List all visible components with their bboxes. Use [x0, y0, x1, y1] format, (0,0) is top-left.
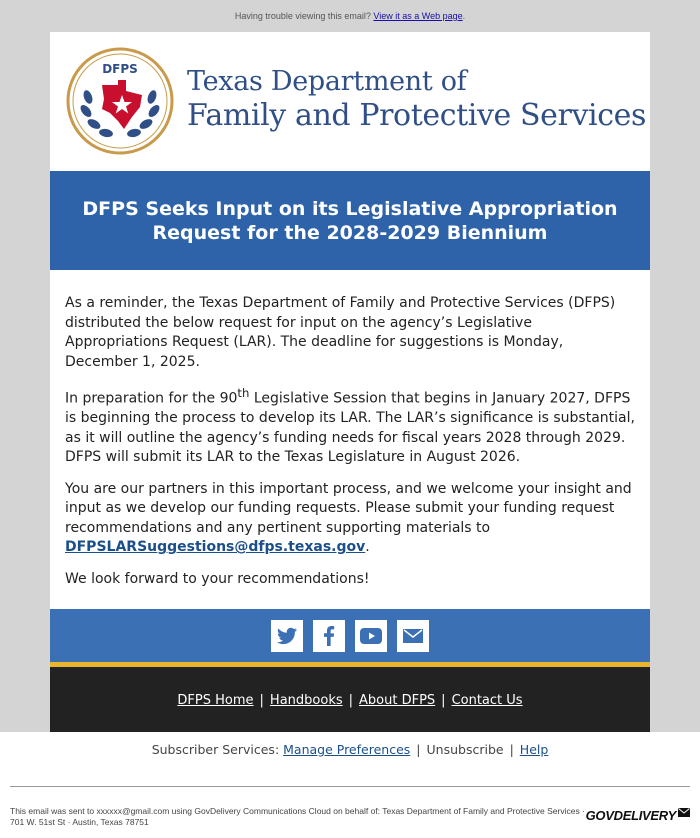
- agency-line-2: Family and Protective Services: [187, 98, 646, 133]
- web-view-link[interactable]: View it as a Web page: [373, 11, 463, 21]
- footer-separator: |: [259, 693, 264, 709]
- web-view-suffix: .: [462, 11, 466, 21]
- footer-separator: |: [348, 693, 354, 709]
- facebook-button[interactable]: [313, 620, 345, 652]
- help-link[interactable]: Help: [519, 742, 549, 757]
- footer-separator: |: [441, 693, 446, 709]
- unsubscribe-link[interactable]: Unsubscribe: [426, 742, 504, 757]
- dfps-seal-logo: [66, 47, 174, 155]
- paragraph-preparation: [65, 384, 635, 468]
- govdelivery-wordmark: GOVDELIVERY: [585, 808, 676, 823]
- subscriber-services: [0, 732, 700, 757]
- p2-text-b: Legislative Session that begins in January 2027, DFPS is beginning the process to develop its LAR. The LAR’s significance is substantial, as it will outline the agency’s funding needs for fiscal years 2028 through 2029. DFPS will submit its LAR to the Texas Legislature in August 2026.: [65, 390, 635, 466]
- web-view-notice: [0, 0, 700, 32]
- manage-preferences-link[interactable]: Manage Preferences: [283, 742, 411, 757]
- legal-notice: This email was sent to xxxxxx@gmail.com using GovDelivery Communications Cloud on behalf of: Texas Department of Family and Protective Services · 701 W. 51st St · Austin, Texas 78751: [10, 806, 585, 827]
- p2-text-a: In preparation for the 90: [65, 390, 238, 407]
- paragraph-closing: We look forward to your recommendations!: [65, 570, 370, 587]
- email-card: [50, 32, 650, 735]
- email-icon: [403, 629, 423, 643]
- suggestions-email-link[interactable]: DFPSLARSuggestions@dfps.texas.gov: [65, 539, 366, 556]
- subscriber-footer: [0, 732, 700, 838]
- footer-nav: [50, 667, 650, 735]
- footer-link-home[interactable]: DFPS Home: [177, 693, 254, 709]
- divider: [10, 786, 690, 787]
- svg-text:DFPS: DFPS: [102, 62, 138, 76]
- agency-name: [187, 66, 646, 134]
- p2-superscript: th: [237, 386, 250, 400]
- footer-link-handbooks[interactable]: Handbooks: [269, 693, 343, 709]
- email-title: DFPS Seeks Input on its Legislative Appropriation Request for the 2028-2029 Biennium: [82, 197, 618, 244]
- subscriber-separator: |: [416, 742, 421, 757]
- p3-end: .: [365, 539, 370, 556]
- title-banner: [50, 171, 650, 270]
- agency-line-1: Texas Department of: [187, 66, 467, 97]
- twitter-icon: [277, 627, 297, 645]
- subscriber-separator: |: [509, 742, 514, 757]
- social-bar: [50, 609, 650, 667]
- envelope-icon: [678, 808, 690, 817]
- web-view-text: Having trouble viewing this email?: [234, 11, 374, 21]
- youtube-button[interactable]: [355, 620, 387, 652]
- youtube-icon: [360, 628, 382, 644]
- paragraph-partners: [65, 480, 635, 558]
- footer-link-contact[interactable]: Contact Us: [451, 693, 523, 709]
- twitter-button[interactable]: [271, 620, 303, 652]
- govdelivery-logo: [586, 808, 690, 823]
- p3-text: You are our partners in this important process, and we welcome your insight and input as we develop our funding requests. Please submit your funding request recommendations and any pertinent supporting materials to: [65, 480, 632, 536]
- email-body: [50, 270, 650, 609]
- paragraph-reminder: As a reminder, the Texas Department of Family and Protective Services (DFPS) distributed the below request for input on the agency’s Legislative Appropriations Request (LAR). The deadline for suggestions is Monday, December 1, 2025.: [65, 295, 616, 370]
- email-button[interactable]: [397, 620, 429, 652]
- facebook-icon: [323, 626, 335, 646]
- subscriber-label: Subscriber Services:: [151, 742, 284, 757]
- header: [50, 32, 650, 171]
- footer-link-about[interactable]: About DFPS: [359, 693, 436, 709]
